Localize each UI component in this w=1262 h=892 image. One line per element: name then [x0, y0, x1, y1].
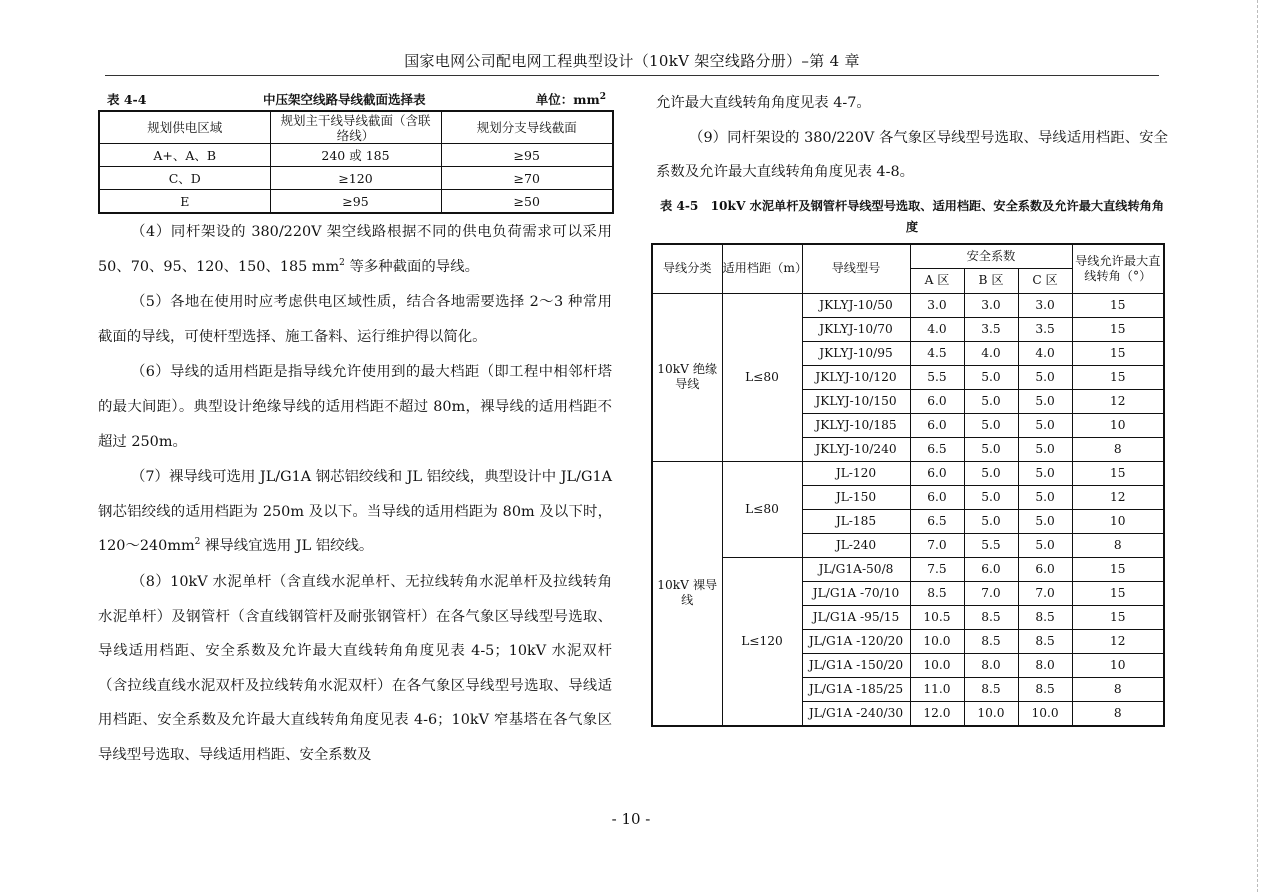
- value-cell: 5.0: [964, 413, 1018, 437]
- value-cell: 7.0: [910, 533, 964, 557]
- model-cell: JKLYJ-10/120: [802, 365, 910, 389]
- value-cell: 4.0: [910, 317, 964, 341]
- value-cell: 8: [1072, 533, 1164, 557]
- model-cell: JL/G1A-50/8: [802, 557, 910, 581]
- model-cell: JKLYJ-10/95: [802, 341, 910, 365]
- model-cell: JL-150: [802, 485, 910, 509]
- value-cell: 5.0: [1018, 509, 1072, 533]
- column-header: A 区: [910, 268, 964, 293]
- value-cell: 5.5: [910, 365, 964, 389]
- value-cell: 8.0: [964, 653, 1018, 677]
- model-cell: JL/G1A -185/25: [802, 677, 910, 701]
- category-cell: 10kV 绝缘导线: [652, 293, 722, 461]
- span-cell: L≤80: [722, 461, 802, 557]
- table-4-4-number: 表 4-4: [107, 92, 147, 107]
- value-cell: 8.5: [964, 629, 1018, 653]
- value-cell: 8: [1072, 677, 1164, 701]
- value-cell: 15: [1072, 461, 1164, 485]
- value-cell: 5.0: [1018, 485, 1072, 509]
- paragraph-8: （8）10kV 水泥单杆（含直线水泥单杆、无拉线转角水泥单杆及拉线转角水泥单杆）及钢管杆（含直线钢管杆及耐张钢管杆）在各气象区导线型号选取、导线适用档距、安全系数及允许最大直线转角角度见表 4-5；10kV 水泥双杆（含拉线直线水泥双杆及拉线转角水泥双杆）在各气象区导线型号选取、导线适用档距、安全系数及允许最大直线转角角度见表 4-6；10kV 窄基塔在各气象区导线型号选取、导线适用档距、安全系数及: [98, 573, 612, 763]
- span-cell: L≤80: [722, 293, 802, 461]
- value-cell: 5.0: [1018, 533, 1072, 557]
- right-column: [656, 86, 1168, 727]
- value-cell: 3.0: [910, 293, 964, 317]
- model-cell: JL/G1A -120/20: [802, 629, 910, 653]
- table-4-4: [98, 110, 614, 214]
- column-header: 导线型号: [802, 244, 910, 294]
- page-edge-divider: [1256, 0, 1258, 892]
- page-header: 国家电网公司配电网工程典型设计（10kV 架空线路分册）–第 4 章: [105, 50, 1159, 76]
- table-cell: E: [99, 190, 270, 214]
- model-cell: JL-240: [802, 533, 910, 557]
- table-4-5-caption: 表 4-5 10kV 水泥单杆及钢管杆导线型号选取、适用档距、安全系数及允许最大直线转角角度: [659, 198, 1165, 234]
- value-cell: 15: [1072, 365, 1164, 389]
- column-header: B 区: [964, 268, 1018, 293]
- span-cell: L≤120: [722, 557, 802, 726]
- table-row: [652, 293, 1164, 317]
- value-cell: 8.5: [1018, 677, 1072, 701]
- model-cell: JL/G1A -240/30: [802, 701, 910, 726]
- column-header: 规划分支导线截面: [441, 111, 613, 144]
- value-cell: 6.5: [910, 437, 964, 461]
- value-cell: 6.0: [964, 557, 1018, 581]
- table-row: [652, 461, 1164, 485]
- table-header-row: [99, 111, 613, 144]
- value-cell: 10: [1072, 509, 1164, 533]
- value-cell: 5.0: [1018, 389, 1072, 413]
- column-header: 规划主干线导线截面（含联络线）: [270, 111, 441, 144]
- table-cell: A+、A、B: [99, 144, 270, 167]
- value-cell: 8.5: [964, 605, 1018, 629]
- table-cell: 240 或 185: [270, 144, 441, 167]
- model-cell: JL-120: [802, 461, 910, 485]
- column-header: 规划供电区域: [99, 111, 270, 144]
- value-cell: 15: [1072, 605, 1164, 629]
- column-header: 适用档距（m）: [722, 244, 802, 294]
- value-cell: 5.0: [964, 437, 1018, 461]
- value-cell: 12.0: [910, 701, 964, 726]
- value-cell: 5.0: [1018, 413, 1072, 437]
- column-header: 安全系数: [910, 244, 1072, 269]
- column-header: C 区: [1018, 268, 1072, 293]
- value-cell: 7.0: [964, 581, 1018, 605]
- table-row: [99, 167, 613, 190]
- value-cell: 10.0: [910, 629, 964, 653]
- value-cell: 8.5: [964, 677, 1018, 701]
- model-cell: JL/G1A -70/10: [802, 581, 910, 605]
- left-column: [98, 86, 612, 773]
- table-row: [99, 144, 613, 167]
- value-cell: 6.0: [910, 461, 964, 485]
- table-row: [99, 190, 613, 214]
- value-cell: 8: [1072, 437, 1164, 461]
- column-header: 导线允许最大直线转角（°）: [1072, 244, 1164, 294]
- value-cell: 5.0: [964, 389, 1018, 413]
- table-cell: ≥95: [270, 190, 441, 214]
- paragraph-9: （9）同杆架设的 380/220V 各气象区导线型号选取、导线适用档距、安全系数及允许最大直线转角角度见表 4-8。: [656, 129, 1168, 181]
- value-cell: 5.0: [964, 509, 1018, 533]
- value-cell: 15: [1072, 581, 1164, 605]
- value-cell: 10.0: [1018, 701, 1072, 726]
- paragraph-5: （5）各地在使用时应考虑供电区域性质，结合各地需要选择 2～3 种常用截面的导线，可使杆型选择、施工备料、运行维护得以简化。: [98, 294, 612, 345]
- value-cell: 10: [1072, 653, 1164, 677]
- value-cell: 6.0: [910, 413, 964, 437]
- table-4-4-caption: [98, 86, 612, 110]
- model-cell: JKLYJ-10/70: [802, 317, 910, 341]
- paragraph-7: （7）裸导线可选用 JL/G1A 钢芯铝绞线和 JL 铝绞线，典型设计中 JL/G1A 钢芯铝绞线的适用档距为 250m 及以下。当导线的适用档距为 80m 及以下时，$120\sim 240mm^2$ 裸导线宜选用 JL 铝绞线。: [98, 469, 612, 555]
- table-cell: ≥50: [441, 190, 613, 214]
- table-cell: ≥70: [441, 167, 613, 190]
- value-cell: 5.0: [1018, 437, 1072, 461]
- value-cell: 8.5: [1018, 629, 1072, 653]
- value-cell: 10.5: [910, 605, 964, 629]
- table-4-4-unit: 单位：$mm^2$: [535, 91, 606, 107]
- model-cell: JKLYJ-10/150: [802, 389, 910, 413]
- value-cell: 8.5: [1018, 605, 1072, 629]
- value-cell: 12: [1072, 389, 1164, 413]
- value-cell: 4.5: [910, 341, 964, 365]
- table-4-5: [651, 243, 1165, 727]
- category-cell: 10kV 裸导线: [652, 461, 722, 726]
- value-cell: 8.5: [910, 581, 964, 605]
- model-cell: JKLYJ-10/240: [802, 437, 910, 461]
- page-number: - 10 -: [611, 810, 651, 828]
- value-cell: 10: [1072, 413, 1164, 437]
- column-header: 导线分类: [652, 244, 722, 294]
- value-cell: 3.5: [964, 317, 1018, 341]
- value-cell: 7.5: [910, 557, 964, 581]
- value-cell: 8: [1072, 701, 1164, 726]
- model-cell: JKLYJ-10/185: [802, 413, 910, 437]
- model-cell: JL/G1A -95/15: [802, 605, 910, 629]
- model-cell: JL-185: [802, 509, 910, 533]
- value-cell: 6.0: [1018, 557, 1072, 581]
- value-cell: 5.0: [964, 461, 1018, 485]
- value-cell: 5.0: [964, 365, 1018, 389]
- table-4-5-body: [652, 244, 1164, 726]
- value-cell: 6.0: [910, 389, 964, 413]
- paragraph-8-continued: 允许最大直线转角角度见表 4-7。: [656, 95, 871, 111]
- value-cell: 4.0: [1018, 341, 1072, 365]
- value-cell: 15: [1072, 341, 1164, 365]
- table-header-row: [652, 244, 1164, 269]
- value-cell: 5.0: [1018, 365, 1072, 389]
- table-4-4-title: 中压架空线路导线截面选择表: [263, 92, 426, 107]
- value-cell: 5.0: [1018, 461, 1072, 485]
- value-cell: 3.0: [964, 293, 1018, 317]
- value-cell: 6.0: [910, 485, 964, 509]
- value-cell: 11.0: [910, 677, 964, 701]
- table-cell: C、D: [99, 167, 270, 190]
- value-cell: 5.5: [964, 533, 1018, 557]
- value-cell: 3.5: [1018, 317, 1072, 341]
- table-row: [652, 557, 1164, 581]
- value-cell: 15: [1072, 293, 1164, 317]
- value-cell: 4.0: [964, 341, 1018, 365]
- value-cell: 10.0: [910, 653, 964, 677]
- value-cell: 12: [1072, 485, 1164, 509]
- value-cell: 6.5: [910, 509, 964, 533]
- model-cell: JKLYJ-10/50: [802, 293, 910, 317]
- paragraph-6: （6）导线的适用档距是指导线允许使用到的最大档距（即工程中相邻杆塔的最大间距）。典型设计绝缘导线的适用档距不超过 80m，裸导线的适用档距不超过 250m。: [98, 364, 612, 450]
- value-cell: 15: [1072, 317, 1164, 341]
- table-cell: ≥120: [270, 167, 441, 190]
- value-cell: 3.0: [1018, 293, 1072, 317]
- paragraph-4: （4）同杆架设的 380/220V 架空线路根据不同的供电负荷需求可以采用 50、70、95、120、150、185 $mm^2$ 等多种截面的导线。: [98, 224, 612, 275]
- value-cell: 5.0: [964, 485, 1018, 509]
- value-cell: 8.0: [1018, 653, 1072, 677]
- value-cell: 15: [1072, 557, 1164, 581]
- value-cell: 12: [1072, 629, 1164, 653]
- model-cell: JL/G1A -150/20: [802, 653, 910, 677]
- table-cell: ≥95: [441, 144, 613, 167]
- value-cell: 7.0: [1018, 581, 1072, 605]
- value-cell: 10.0: [964, 701, 1018, 726]
